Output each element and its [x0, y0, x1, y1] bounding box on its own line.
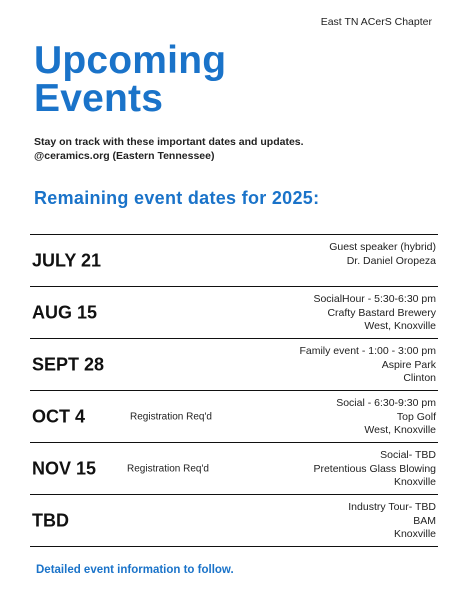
- event-date: NOV 15: [32, 458, 97, 478]
- event-detail-line: Top Golf: [396, 410, 436, 423]
- event-detail-line: Family event - 1:00 - 3:00 pm: [299, 345, 436, 357]
- event-detail-line: Crafty Bastard Brewery: [327, 306, 436, 319]
- event-row: [30, 495, 438, 547]
- page-title: [34, 39, 227, 120]
- event-detail-line: SocialHour - 5:30-6:30 pm: [313, 293, 436, 305]
- event-details: [348, 501, 436, 542]
- event-details: [299, 345, 436, 386]
- event-row: [30, 443, 438, 495]
- event-detail-line: West, Knoxville: [364, 424, 436, 436]
- subtitle-line-2: @ceramics.org (Eastern Tennessee): [34, 150, 215, 162]
- subtitle-line-1: Stay on track with these important dates and updates.: [34, 136, 304, 148]
- event-date: OCT 4: [32, 406, 86, 426]
- event-detail-line: Knoxville: [393, 528, 436, 540]
- event-date: TBD: [32, 510, 69, 530]
- event-row: [30, 287, 438, 339]
- registration-note: Registration Req'd: [127, 463, 209, 474]
- event-details: [313, 449, 436, 490]
- event-detail-line: Pretentious Glass Blowing: [313, 462, 436, 475]
- footer-note: Detailed event information to follow.: [36, 564, 234, 576]
- chapter-name: East TN ACerS Chapter: [320, 16, 432, 28]
- events-table: [30, 234, 438, 547]
- event-detail-line: Aspire Park: [381, 358, 436, 371]
- event-date: AUG 15: [32, 302, 98, 322]
- event-detail-line: Dr. Daniel Oropeza: [346, 254, 436, 267]
- event-date: SEPT 28: [32, 354, 105, 374]
- event-detail-line: Clinton: [403, 372, 436, 384]
- event-detail-line: Knoxville: [393, 476, 436, 488]
- event-row: [30, 235, 438, 287]
- title-line-1: Upcoming: [34, 39, 227, 82]
- event-detail-line: Industry Tour- TBD: [348, 501, 436, 513]
- event-detail-line: Guest speaker (hybrid): [329, 241, 436, 253]
- event-details: [313, 293, 436, 334]
- event-details: [336, 397, 436, 438]
- event-detail-line: Social- TBD: [380, 449, 436, 461]
- event-detail-line: BAM: [413, 514, 436, 527]
- event-details: [329, 241, 436, 268]
- event-date: JULY 21: [32, 250, 102, 270]
- section-title: Remaining event dates for 2025:: [34, 188, 320, 208]
- subtitle: [34, 135, 304, 163]
- registration-note: Registration Req'd: [130, 411, 212, 422]
- event-row: [30, 391, 438, 443]
- event-detail-line: Social - 6:30-9:30 pm: [336, 397, 436, 409]
- event-row: [30, 339, 438, 391]
- title-line-2: Events: [34, 77, 164, 120]
- event-detail-line: West, Knoxville: [364, 320, 436, 332]
